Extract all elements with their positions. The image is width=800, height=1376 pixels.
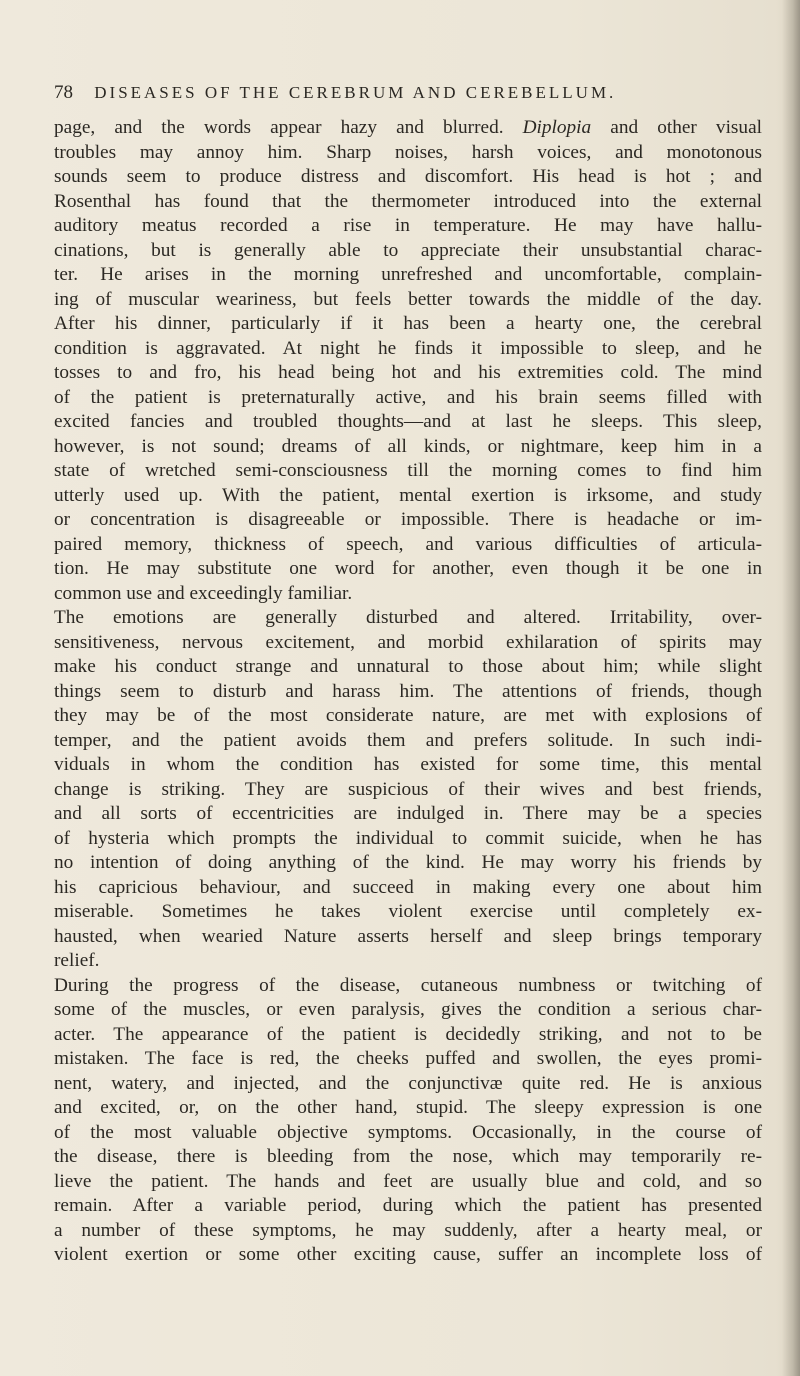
text-line: tion. He may substitute one word for another, even though it be one in bbox=[54, 558, 762, 579]
text-line: After his dinner, particularly if it has been a hearty one, the cerebral bbox=[54, 313, 762, 334]
text-line: troubles may annoy him. Sharp noises, harsh voices, and monotonous bbox=[54, 141, 762, 163]
text-line: utterly used up. With the patient, mental exertion is irksome, and study bbox=[54, 484, 762, 506]
text-line: violent exertion or some other exciting cause, suffer an incomplete loss of bbox=[54, 1244, 762, 1265]
text-line: viduals in whom the condition has existed for some time, this mental bbox=[54, 754, 762, 775]
text-line: condition is aggravated. At night he finds it impossible to sleep, and he bbox=[54, 337, 762, 359]
text-line: ter. He arises in the morning unrefreshed and uncomfortable, complain- bbox=[54, 264, 762, 285]
text-line: his capricious behaviour, and succeed in making every one about him bbox=[54, 876, 762, 898]
text-line: change is striking. They are suspicious of their wives and best friends, bbox=[54, 778, 762, 800]
text-line-segment: and other visual bbox=[591, 117, 762, 138]
text-line: make his conduct strange and unnatural to those about him; while slight bbox=[54, 656, 762, 677]
text-line: temper, and the patient avoids them and prefers solitude. In such indi- bbox=[54, 729, 762, 751]
text-line: miserable. Sometimes he takes violent exercise until completely ex- bbox=[54, 901, 762, 922]
text-line: they may be of the most considerate nature, are met with explosions of bbox=[54, 705, 762, 726]
text-line: things seem to disturb and harass him. The attentions of friends, though bbox=[54, 680, 762, 702]
page-edge-shadow bbox=[782, 0, 800, 1376]
text-line: During the progress of the disease, cutaneous numbness or twitching of bbox=[54, 974, 762, 996]
text-line: lieve the patient. The hands and feet are usually blue and cold, and so bbox=[54, 1170, 762, 1192]
text-line: common use and exceedingly familiar. bbox=[54, 582, 353, 604]
text-line: ing of muscular weariness, but feels better towards the middle of the day. bbox=[54, 288, 762, 310]
text-line: relief. bbox=[54, 950, 100, 971]
text-line: cinations, but is generally able to appreciate their unsubstantial charac- bbox=[54, 239, 762, 261]
text-line bbox=[54, 116, 762, 141]
text-line: a number of these symptoms, he may suddenly, after a hearty meal, or bbox=[54, 1219, 762, 1241]
text-line: the disease, there is bleeding from the nose, which may temporarily re- bbox=[54, 1146, 762, 1167]
text-line: The emotions are generally disturbed and altered. Irritability, over- bbox=[54, 607, 762, 628]
text-line: mistaken. The face is red, the cheeks puffed and swollen, the eyes promi- bbox=[54, 1048, 762, 1069]
text-line: sensitiveness, nervous excitement, and morbid exhilaration of spirits may bbox=[54, 631, 762, 653]
text-line: and excited, or, on the other hand, stupid. The sleepy expression is one bbox=[54, 1097, 762, 1118]
body-text bbox=[54, 116, 762, 1268]
text-line: and all sorts of eccentricities are indulged in. There may be a species bbox=[54, 803, 762, 824]
text-line: or concentration is disagreeable or impossible. There is headache or im- bbox=[54, 509, 762, 530]
text-line: no intention of doing anything of the kind. He may worry his friends by bbox=[54, 852, 762, 873]
text-line: Rosenthal has found that the thermometer introduced into the external bbox=[54, 190, 762, 212]
text-line: remain. After a variable period, during which the patient has presented bbox=[54, 1195, 762, 1216]
text-line: acter. The appearance of the patient is decidedly striking, and not to be bbox=[54, 1023, 762, 1045]
text-line: however, is not sound; dreams of all kinds, or nightmare, keep him in a bbox=[54, 435, 762, 457]
text-line: excited fancies and troubled thoughts—and at last he sleeps. This sleep, bbox=[54, 411, 762, 432]
page-number: 78 bbox=[54, 82, 73, 103]
text-line: auditory meatus recorded a rise in temperature. He may have hallu- bbox=[54, 215, 762, 236]
text-line: some of the muscles, or even paralysis, gives the condition a serious char- bbox=[54, 999, 762, 1020]
text-line: of the patient is preternaturally active, and his brain seems filled with bbox=[54, 386, 762, 408]
text-line: tosses to and fro, his head being hot and his extremities cold. The mind bbox=[54, 362, 762, 383]
italic-term: Diplopia bbox=[522, 117, 592, 138]
text-line: nent, watery, and injected, and the conjunctivæ quite red. He is anxious bbox=[54, 1072, 762, 1094]
running-head bbox=[54, 82, 754, 104]
text-line: of the most valuable objective symptoms. Occasionally, in the course of bbox=[54, 1121, 762, 1143]
text-line: hausted, when wearied Nature asserts herself and sleep brings temporary bbox=[54, 925, 762, 947]
text-line-segment: page, and the words appear hazy and blurred. bbox=[54, 117, 523, 138]
text-line: state of wretched semi-consciousness till the morning comes to find him bbox=[54, 460, 762, 481]
text-line: sounds seem to produce distress and discomfort. His head is hot ; and bbox=[54, 166, 762, 187]
text-line: of hysteria which prompts the individual to commit suicide, when he has bbox=[54, 827, 762, 849]
text-line: paired memory, thickness of speech, and various difficulties of articula- bbox=[54, 533, 762, 555]
running-head-title: DISEASES OF THE CEREBRUM AND CEREBELLUM. bbox=[94, 83, 617, 102]
